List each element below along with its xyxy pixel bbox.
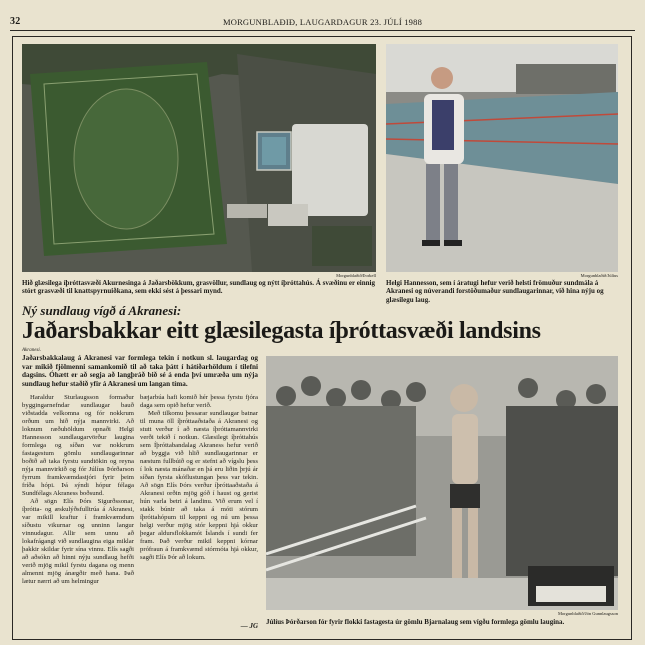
article-kicker: Ný sundlaug vígð á Akranesi: — [22, 303, 182, 318]
page-number: 32 — [10, 16, 21, 27]
header-rule — [10, 30, 635, 31]
masthead: MORGUNBLAÐIÐ, LAUGARDAGUR 23. JÚLÍ 1988 — [222, 17, 423, 27]
article-column-1 — [22, 394, 134, 634]
aerial-photo-credit: Morgunblaðið/Þorkell — [336, 273, 376, 278]
crowd-illustration — [266, 356, 618, 610]
article-lead: Jaðarsbakkalaug á Akranesi var formlega tekin í notkun sl. laugardag og var mikið fjölmenni samankomið til að taka þátt í hátíðarhöldum í tilefni dagsins. Óhætt er að segja að langþráð bið sé á enda því umræða um nýja sundlaug hefur staðið yfir á Akranesi um langan tíma. — [22, 354, 258, 388]
crowd-photo-caption: Júlíus Þórðarson fór fyrir flokki fastagesta úr gömlu Bjarnalaug sem vígðu formlega gömlu laugina. — [266, 618, 565, 626]
aerial-illustration — [22, 44, 376, 272]
page-header — [10, 16, 635, 29]
aerial-photo-caption: Hið glæsilega íþróttasvæði Akurnesinga á Jaðarsbökkum, grasvöllur, sundlaug og nýtt íþróttahús. Á svæðinu er einnig stórt grasvæði til knattspyrnuiðkana, sem ekki sést á þessari mynd. — [22, 279, 375, 296]
article-byline: — JG — [240, 622, 258, 630]
article-dateline: Akranesi. — [22, 348, 42, 353]
crowd-photo — [266, 356, 618, 610]
aerial-photo — [22, 44, 376, 272]
pool-illustration — [386, 44, 618, 272]
paragraph: Haraldur Sturlaugsson formaður byggingarnefndar sundlaugar bauð viðstadda velkomna og fór nokkrum orðum um hið nýja mannvirki. Að loknum ræðuhöldum opnaði Helgi Hannesson sundlaugarvörður laugina formlega og síðan var nokkrum fastagestum gömlu sundlaugarinnar boðið að taka fyrstu sundtökin og reyna nýja mannvirkið og fór Júlíus Þórðarson fyrrum framkvæmdastjóri fyrir þeim fríða hópi. Þá sýndi hópur félaga Sundfélags Akraness boðsund. — [22, 394, 134, 497]
pool-photo — [386, 44, 618, 272]
crowd-photo-credit: Morgunblaðið/Jón Gunnlaugsson — [557, 611, 618, 616]
paragraph: bæjarbúa hafi komið hér þessa fyrstu fjóra daga sem opið hefur verið. — [140, 394, 258, 409]
paragraph: Að sögn Elís Þórs Sigurðssonar, íþrótta- og æskulýðsfulltrúa á Akranesi, var mikill kraftur í framkvæmdum síðustu vikurnar og unninn langur vinnudagur. Allir sem unnu að lokafrágangi við sundlaugina eiga miklar þakkir skildar fyrir sína vinnu. Elís sagði að aðsókn að hinni nýju sundlaug hefði verið mjög mikil fyrstu dagana og menn almennt mjög ánægðir með hana. Það lætur nærri að um helmingur — [22, 498, 134, 585]
pool-photo-credit: Morgunblaðið/Júlíus — [580, 273, 618, 278]
article-column-2 — [140, 394, 258, 620]
pool-photo-caption: Helgi Hannesson, sem í áratugi hefur verið helsti frömuður sundmála á Akranesi og núverandi forstöðumaður sundlaugarinnar, við hina nýju og glæsilegu laug. — [386, 279, 604, 304]
paragraph: Með tilkomu þessarar sundlaugar batnar til muna öll íþróttaaðstaða á Akranesi og stutt verður í að næsta íþróttamannvirki verði tekið í notkun. Glæsilegt íþróttahús sem Íþróttabandalag Akraness hefur verið að byggja við hlið sundlaugarinnar er næstum fullbúið og er stefnt að vígslu þess í lok næsta mánaðar en þá eru liðin þrjú ár síðan fyrsta skóflustungan þess var tekin. Að sögn Elís Þórs verður íþróttaaðstaða á Akranesi orðin mjög góð í haust og gerist hún varla betri á landinu. Við erum vel í stakk búnir að taka á móti stórum íþróttahópum til keppni og nú um þessa helgi verður mjög stór keppni hjá okkur þegar aldursflokkamót Íslands í sundi fer fram. Það verður mikil keppni kórnar prófraun á framkvæmd stórmóta hjá okkur, sagði Elís Þór að lokum. — [140, 410, 258, 561]
article-headline: Jaðarsbakkar eitt glæsilegasta íþróttasvæði landsins — [22, 318, 541, 344]
